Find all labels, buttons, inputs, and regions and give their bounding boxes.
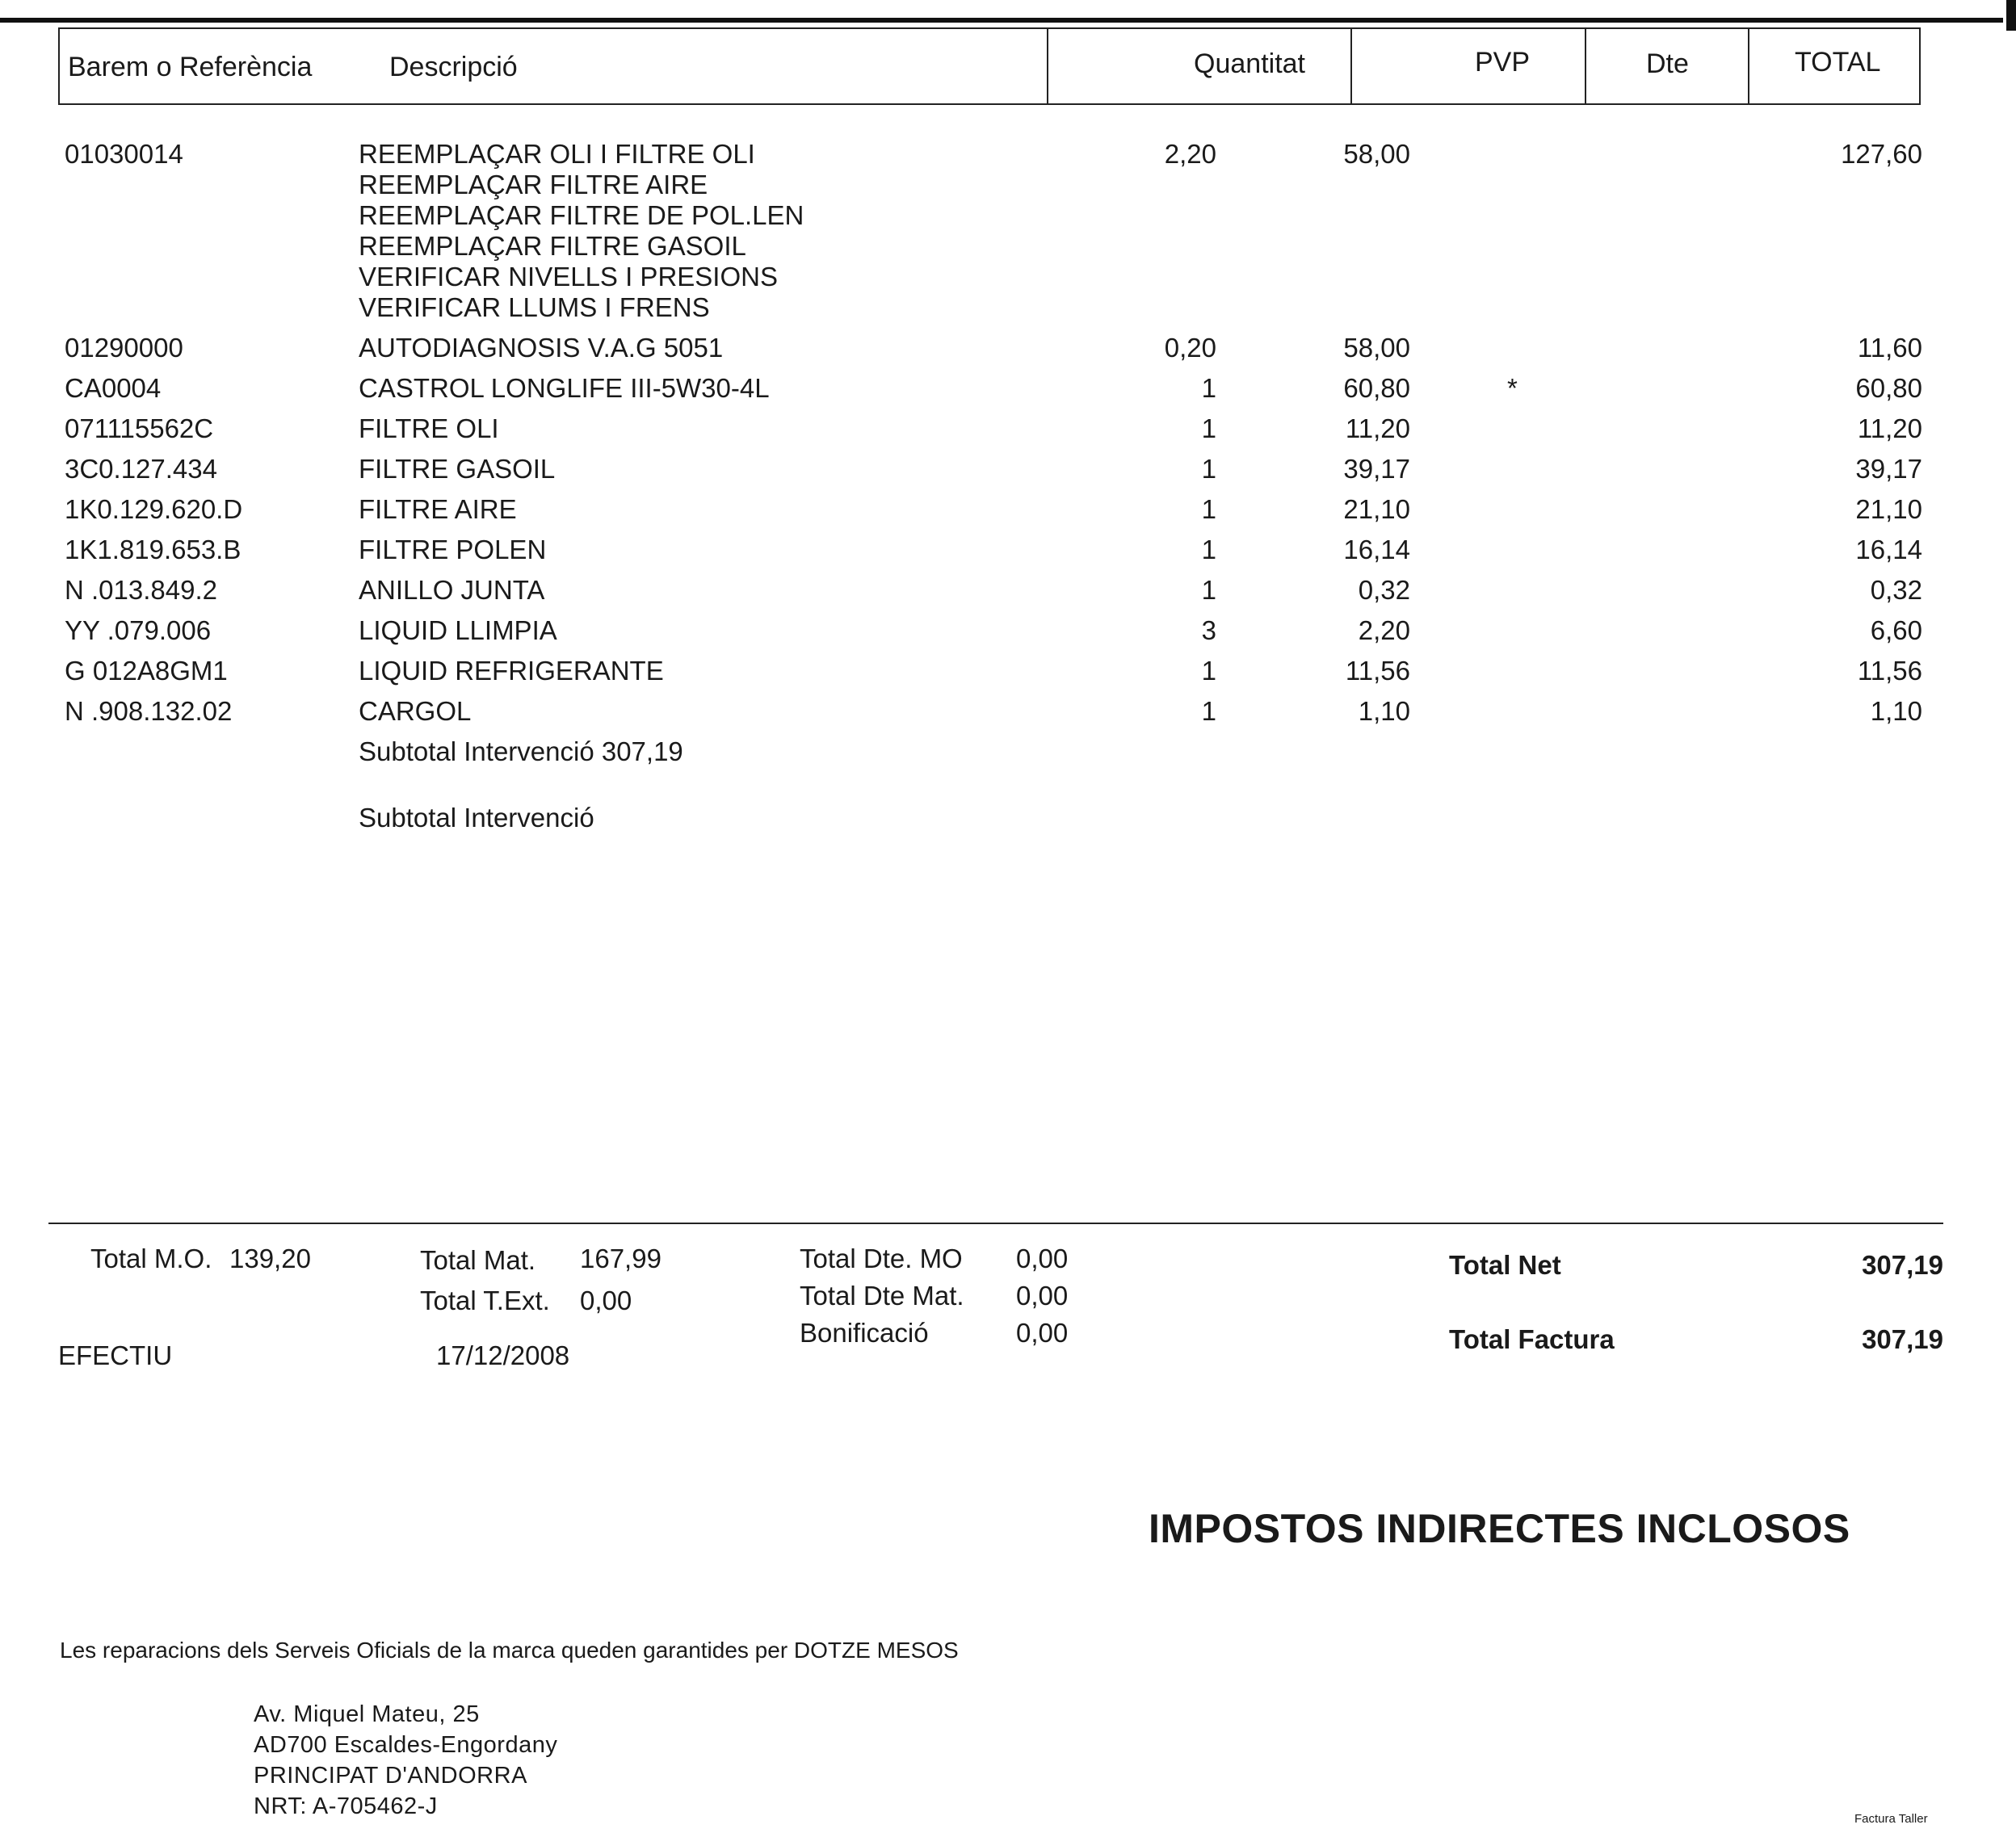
total-mat-value: 167,99 — [580, 1244, 662, 1273]
item-description — [359, 373, 770, 404]
item-reference: 1K0.129.620.D — [65, 494, 243, 524]
item-description — [359, 333, 723, 363]
item-quantity: 1 — [1201, 535, 1216, 564]
subtotal-intervention-2: Subtotal Intervenció — [359, 803, 594, 833]
item-reference: 1K1.819.653.B — [65, 535, 242, 564]
table-header — [58, 27, 1921, 105]
top-corner-mark — [2006, 0, 2016, 31]
item-reference: YY .079.006 — [65, 615, 212, 645]
item-price: 11,56 — [1345, 656, 1410, 686]
item-total: 11,20 — [1857, 413, 1922, 443]
payment-method: EFECTIU — [58, 1340, 173, 1370]
item-price: 0,32 — [1358, 575, 1410, 605]
header-divider — [1047, 27, 1048, 105]
item-description — [359, 615, 557, 646]
item-price: 39,17 — [1343, 454, 1410, 484]
tax-notice: IMPOSTOS INDIRECTES INCLOSOS — [1149, 1506, 1850, 1551]
total-dte-mo-label: Total Dte. MO — [800, 1244, 963, 1273]
total-mo-value: 139,20 — [229, 1244, 311, 1273]
header-divider — [1350, 27, 1352, 105]
bonification-label: Bonificació — [800, 1318, 929, 1348]
item-quantity: 1 — [1201, 575, 1216, 605]
item-reference: G 012A8GM1 — [65, 656, 228, 686]
bonification-value: 0,00 — [1016, 1318, 1069, 1348]
item-description — [359, 139, 804, 323]
item-price: 1,10 — [1358, 696, 1410, 726]
description-line: FILTRE OLI — [359, 413, 499, 443]
company-address — [254, 1699, 557, 1822]
address-line: NRT: A-705462-J — [254, 1793, 438, 1819]
item-reference: 071115562C — [65, 413, 214, 443]
item-total: 1,10 — [1870, 696, 1922, 726]
address-line: PRINCIPAT D'ANDORRA — [254, 1763, 527, 1789]
item-quantity: 1 — [1201, 696, 1216, 726]
header-discount: Dte — [1646, 48, 1689, 79]
item-discount: * — [1507, 373, 1518, 403]
description-line: REEMPLAÇAR FILTRE DE POL.LEN — [359, 200, 804, 230]
total-net-value: 307,19 — [1862, 1250, 1943, 1280]
item-price: 11,20 — [1345, 413, 1410, 443]
item-total: 16,14 — [1855, 535, 1922, 564]
description-line: VERIFICAR NIVELLS I PRESIONS — [359, 262, 778, 292]
item-quantity: 2,20 — [1164, 139, 1216, 169]
header-description: Descripció — [389, 52, 518, 82]
description-line: CARGOL — [359, 696, 472, 726]
total-mat-label: Total Mat. — [420, 1245, 536, 1275]
total-ext-label: Total T.Ext. — [420, 1286, 550, 1315]
item-reference: N .908.132.02 — [65, 696, 233, 726]
description-line: FILTRE GASOIL — [359, 454, 556, 484]
description-line: FILTRE AIRE — [359, 494, 517, 524]
item-reference: N .013.849.2 — [65, 575, 217, 605]
item-quantity: 1 — [1201, 494, 1216, 524]
item-price: 58,00 — [1343, 139, 1410, 169]
item-description — [359, 656, 664, 686]
total-dte-mat-label: Total Dte Mat. — [800, 1281, 964, 1311]
item-reference: CA0004 — [65, 373, 162, 403]
item-description — [359, 454, 555, 484]
total-invoice-label: Total Factura — [1449, 1324, 1615, 1354]
item-total: 127,60 — [1841, 139, 1922, 169]
item-description — [359, 696, 471, 727]
header-pvp: PVP — [1475, 47, 1531, 78]
total-net-label: Total Net — [1449, 1250, 1561, 1280]
warranty-notice: Les reparacions dels Serveis Oficials de la marca queden garantides per DOTZE MESOS — [60, 1638, 959, 1663]
item-reference: 3C0.127.434 — [65, 454, 217, 484]
item-price: 58,00 — [1343, 333, 1410, 363]
total-dte-mat-value: 0,00 — [1016, 1281, 1069, 1311]
item-total: 6,60 — [1870, 615, 1922, 645]
description-line: REEMPLAÇAR OLI I FILTRE OLI — [359, 139, 755, 169]
total-mo-label: Total M.O. — [90, 1244, 212, 1273]
header-divider — [1748, 27, 1749, 105]
item-quantity: 1 — [1201, 454, 1216, 484]
header-quantity: Quantitat — [1194, 48, 1305, 79]
item-total: 0,32 — [1870, 575, 1922, 605]
item-total: 60,80 — [1855, 373, 1922, 403]
item-quantity: 0,20 — [1164, 333, 1216, 363]
top-rule — [0, 18, 2003, 23]
address-line: AD700 Escaldes-Engordany — [254, 1732, 558, 1758]
totals-rule — [48, 1223, 1943, 1224]
item-description — [359, 413, 499, 444]
item-total: 21,10 — [1855, 494, 1922, 524]
total-invoice-value: 307,19 — [1862, 1324, 1943, 1354]
invoice-date: 17/12/2008 — [436, 1340, 570, 1370]
footer-tag: Factura Taller — [1854, 1812, 1928, 1826]
item-quantity: 1 — [1201, 656, 1216, 686]
header-total: TOTAL — [1795, 47, 1881, 78]
header-divider — [1585, 27, 1586, 105]
item-description — [359, 575, 544, 606]
description-line: REEMPLAÇAR FILTRE GASOIL — [359, 231, 746, 261]
description-line: REEMPLAÇAR FILTRE AIRE — [359, 170, 708, 199]
item-quantity: 3 — [1201, 615, 1216, 645]
item-reference: 01030014 — [65, 139, 183, 169]
item-price: 21,10 — [1343, 494, 1410, 524]
item-reference: 01290000 — [65, 333, 183, 363]
description-line: ANILLO JUNTA — [359, 575, 545, 605]
item-total: 11,60 — [1857, 333, 1922, 363]
description-line: LIQUID REFRIGERANTE — [359, 656, 664, 686]
description-line: AUTODIAGNOSIS V.A.G 5051 — [359, 333, 724, 363]
address-line: Av. Miquel Mateu, 25 — [254, 1701, 480, 1727]
total-dte-mo-value: 0,00 — [1016, 1244, 1069, 1273]
item-description — [359, 535, 546, 565]
item-quantity: 1 — [1201, 413, 1216, 443]
item-price: 60,80 — [1343, 373, 1410, 403]
item-price: 2,20 — [1358, 615, 1410, 645]
description-line: VERIFICAR LLUMS I FRENS — [359, 292, 710, 322]
item-price: 16,14 — [1343, 535, 1410, 564]
description-line: CASTROL LONGLIFE III-5W30-4L — [359, 373, 770, 403]
subtotal-intervention: Subtotal Intervenció 307,19 — [359, 736, 683, 766]
description-line: LIQUID LLIMPIA — [359, 615, 557, 645]
item-total: 39,17 — [1855, 454, 1922, 484]
header-ref: Barem o Referència — [68, 52, 313, 82]
description-line: FILTRE POLEN — [359, 535, 547, 564]
item-quantity: 1 — [1201, 373, 1216, 403]
item-description — [359, 494, 517, 525]
total-ext-value: 0,00 — [580, 1286, 632, 1315]
item-total: 11,56 — [1857, 656, 1922, 686]
